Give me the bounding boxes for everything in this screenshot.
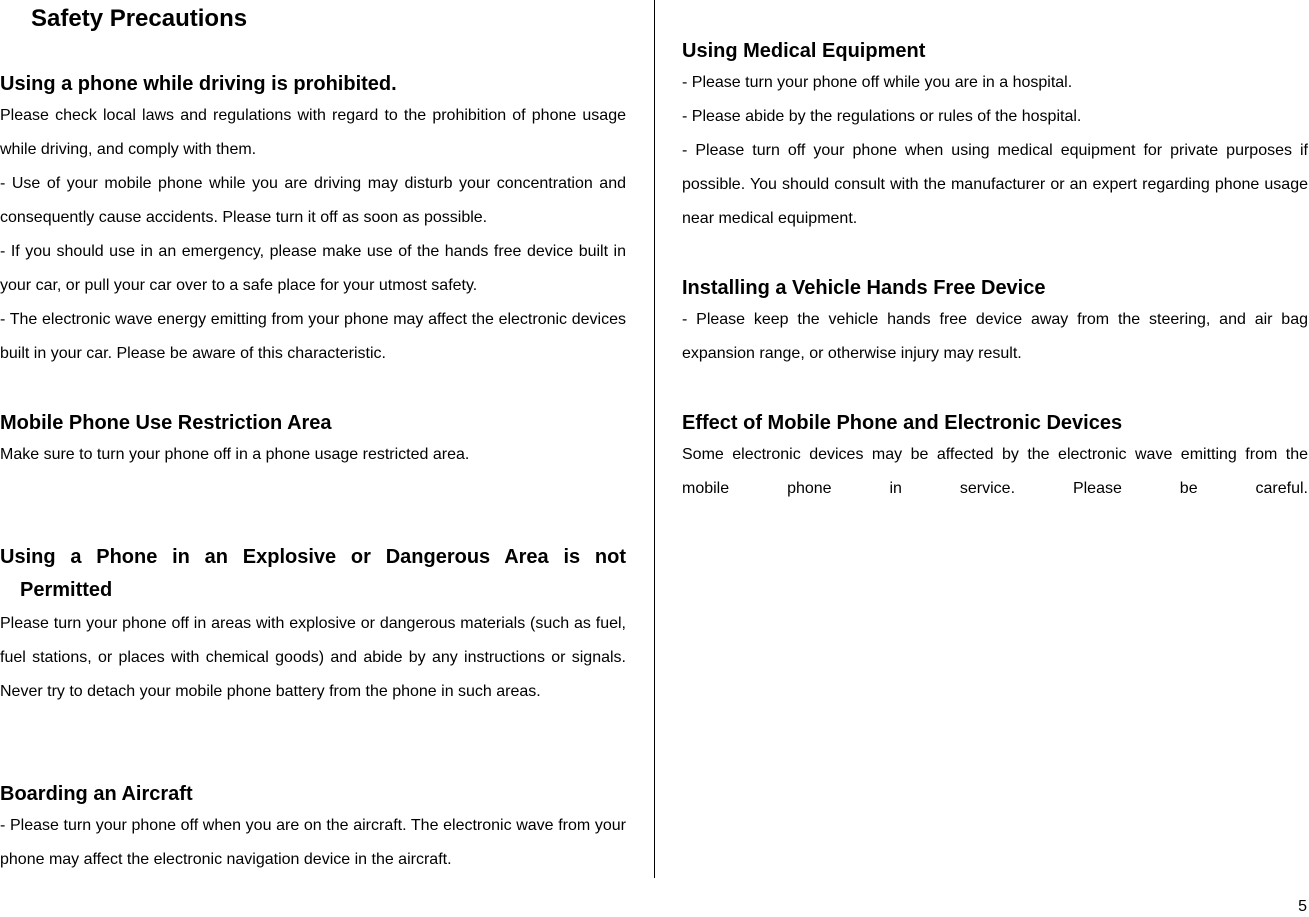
paragraph-restriction-area: Make sure to turn your phone off in a phone usage restricted area. bbox=[0, 446, 470, 463]
section-electronic-devices bbox=[682, 410, 1308, 506]
section-explosive-area bbox=[0, 541, 626, 709]
section-medical bbox=[682, 38, 1308, 236]
section-driving bbox=[0, 71, 626, 371]
paragraph-medical-regulations: - Please abide by the regulations or rules of the hospital. bbox=[682, 108, 1082, 125]
section-aircraft bbox=[0, 781, 626, 877]
section-heading-explosive-area-continued: Permitted bbox=[20, 579, 113, 601]
paragraph-aircraft: - Please turn your phone off when you are on the aircraft. The electronic wave from your phone may affect the electronic navigation device in the aircraft. bbox=[0, 817, 626, 868]
section-heading-driving: Using a phone while driving is prohibited. bbox=[0, 73, 397, 95]
column-divider bbox=[654, 0, 655, 878]
section-restriction-area bbox=[0, 410, 626, 472]
section-heading-vehicle-hands-free: Installing a Vehicle Hands Free Device bbox=[682, 277, 1046, 299]
paragraph-driving-electronic-wave: - The electronic wave energy emitting from your phone may affect the electronic devices built in your car. Please be aware of this characteristic. bbox=[0, 311, 626, 362]
paragraph-electronic-devices-line1: Some electronic devices may be affected by the electronic wave emitting from the bbox=[682, 446, 1308, 463]
section-vehicle-hands-free bbox=[682, 275, 1308, 371]
section-heading-electronic-devices: Effect of Mobile Phone and Electronic Devices bbox=[682, 412, 1123, 434]
paragraph-vehicle-hands-free: - Please keep the vehicle hands free device away from the steering, and air bag expansion range, or otherwise injury may result. bbox=[682, 311, 1308, 362]
section-heading-aircraft: Boarding an Aircraft bbox=[0, 783, 193, 805]
paragraph-driving-laws: Please check local laws and regulations with regard to the prohibition of phone usage while driving, and comply with them. bbox=[0, 107, 626, 158]
paragraph-electronic-devices-line2: mobile phone in service. Please be careful. bbox=[682, 480, 1308, 497]
paragraph-driving-emergency: - If you should use in an emergency, please make use of the hands free device built in your car, or pull your car over to a safe place for your utmost safety. bbox=[0, 243, 626, 294]
section-heading-medical: Using Medical Equipment bbox=[682, 40, 926, 62]
page-title: Safety Precautions bbox=[31, 5, 248, 32]
section-heading-explosive-area: Using a Phone in an Explosive or Dangerous Area is not bbox=[0, 546, 626, 568]
paragraph-explosive-area: Please turn your phone off in areas with explosive or dangerous materials (such as fuel, fuel stations, or places with chemical goods) and abide by any instructions or signals. Never try to detach your mobile phone battery from the phone in such areas. bbox=[0, 615, 626, 700]
paragraph-medical-equipment: - Please turn off your phone when using medical equipment for private purposes if possible. You should consult with the manufacturer or an expert regarding phone usage near medical equipment. bbox=[682, 142, 1308, 227]
paragraph-medical-hospital: - Please turn your phone off while you are in a hospital. bbox=[682, 74, 1073, 91]
section-heading-restriction-area: Mobile Phone Use Restriction Area bbox=[0, 412, 332, 434]
paragraph-driving-concentration: - Use of your mobile phone while you are driving may disturb your concentration and consequently cause accidents. Please turn it off as soon as possible. bbox=[0, 175, 626, 226]
page-number: 5 bbox=[1298, 898, 1307, 915]
